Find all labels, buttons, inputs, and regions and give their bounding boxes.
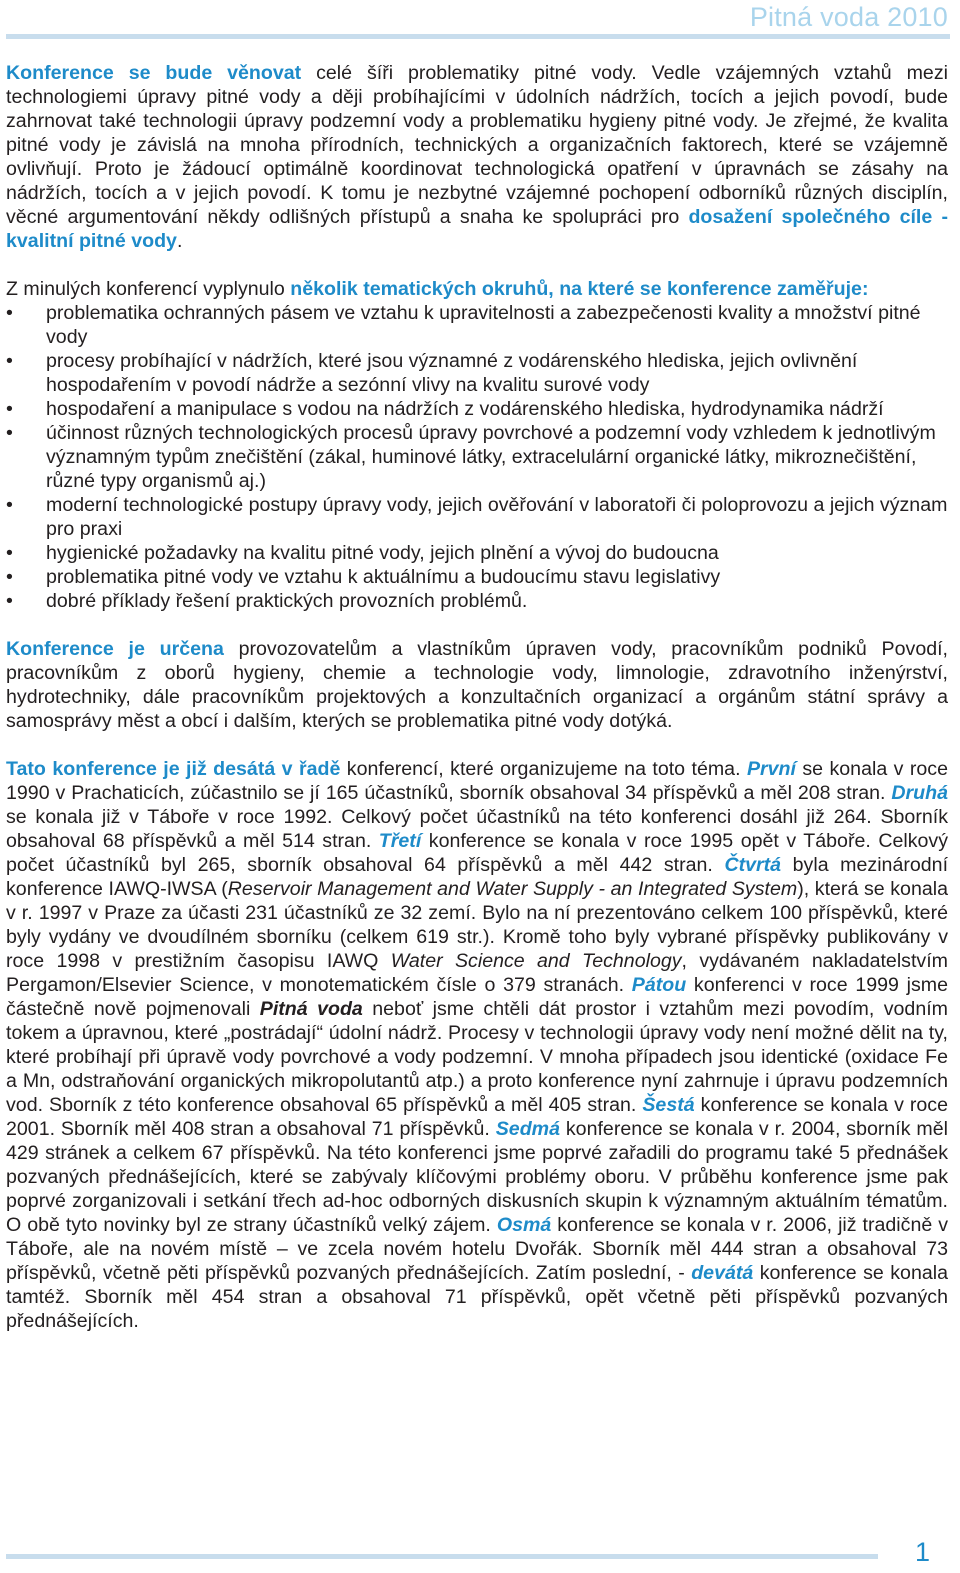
- intro-text: celé šíři problematiky pitné vody. Vedle vzájemných vztahů mezi technologiemi úpravy pitné vody a ději probíhajícími v údolních nádržích, tocích a jejich povodí, bude zahrnovat také technologii úpravy podzemní vody a problematiku hygieny pitné vody. Je zřejmé, že kvalita pitné vody je závislá na mnoha přírodních, technických a organizačních faktorech, které se vzájemně ovlivňují. Proto je žádoucí optimálně koordinovat technologická opatření v úpravnách se zásahy na nádržích, tocích a v jejich povodí. K tomu je nezbytné vzájemné pochopení odborníků různých disciplín, věcné argumentování někdy odlišných přístupů a snaha ke spolupráci pro: [6, 62, 948, 228]
- ordinal-fourth: Čtvrtá: [724, 854, 782, 876]
- audience-text: provozovatelům a vlastníkům úpraven vody, pracovníkům podniků Povodí, pracovníkům z oborů hygieny, chemie a technologie vody, limnologie, zdravotního inženýrství, hydrotechniky, dále pracovníkům projektových a konzultačních organizací a orgánům státní správy a samosprávy měst a obcí i dalším, kterých se problematika pitné vody dotýká.: [6, 638, 948, 732]
- ordinal-first: První: [746, 758, 796, 780]
- conference-name: Pitná voda: [259, 998, 363, 1020]
- list-item-text: hygienické požadavky na kvalitu pitné vody, jejich plnění a vývoj do budoucna: [46, 542, 719, 564]
- list-item: [6, 541, 948, 565]
- history-text: byla mezinárodní konference IAWQ-IWSA (: [6, 854, 949, 900]
- list-item-text: moderní technologické postupy úpravy vody, jejich ověřování v laboratoři či poloprovozu a jejich význam pro praxi: [46, 494, 948, 540]
- header-divider: [6, 34, 950, 39]
- page-content: [6, 61, 948, 1357]
- footer-divider: [6, 1554, 878, 1559]
- audience-paragraph: [6, 637, 948, 733]
- intro-highlight: Konference se bude věnovat: [6, 62, 302, 84]
- ordinal-ninth: devátá: [691, 1262, 754, 1284]
- list-item-text: procesy probíhající v nádržích, které jsou významné z vodárenského hlediska, jejich ovlivnění hospodařením v povodí nádrže a sezónní vlivy na kvalitu surové vody: [46, 350, 858, 396]
- history-text: konference se konala v roce 2001. Sborník měl 408 stran a obsahoval 71 příspěvků.: [6, 1094, 949, 1140]
- running-header-title: Pitná voda 2010: [749, 2, 948, 32]
- list-item: [6, 565, 948, 589]
- ordinal-eighth: Osmá: [496, 1214, 552, 1236]
- history-text: ), která se konala v r. 1997 v Praze za účasti 231 účastníků ze 32 zemí. Bylo na ní prezentováno celkem 100 příspěvků, které byly vydány ve dvoudílném sborníku (celkem 619 str.). Kromě toho byly vybrané příspěvky publikovány v roce 1998 v prestižním časopisu IAWQ: [6, 878, 948, 972]
- ordinal-seventh: Sedmá: [495, 1118, 560, 1140]
- bullet-icon: •: [6, 590, 13, 612]
- journal-title-italic: Water Science and Technology: [390, 950, 682, 972]
- history-paragraph: [6, 757, 948, 1333]
- history-text: konference se konala v r. 2004, sborník měl 429 stránek a celkem 67 příspěvků. Na této konferenci jsme poprvé zařadili do programu také 5 přednášek pozvaných přednášejících, které se zabývaly klíčovými problémy oboru. V průběhu konference jsme pak poprvé zorganizovali i setkání třech ad-hoc odborných diskusních skupin k významným aktuálním tématům. O obě tyto novinky byl ze strany účastníků velký zájem.: [6, 1118, 948, 1236]
- ordinal-fifth: Pátou: [631, 974, 687, 996]
- history-highlight: Tato konference je již desátá v řadě: [6, 758, 341, 780]
- bullet-icon: •: [6, 398, 13, 420]
- history-text: konference se konala tamtéž. Sborník měl 454 stran a obsahoval 71 příspěvků, opět včetně pěti příspěvků pozvaných přednášejících.: [6, 1262, 948, 1332]
- list-item: [6, 301, 948, 349]
- intro-goal-highlight: dosažení společného cíle - kvalitní pitné vody: [6, 206, 948, 252]
- history-text: neboť jsme chtěli dát prostor i vztahům mezi povodím, vodním tokem a úpravnou, které „postrádají“ údolní nádrž. Procesy v technologii úpravy vody není možné dělit na ty, které probíhají při úpravě vody povrchové a vody podzemní. V mnoha případech jsou identické (oxidace Fe a Mn, odstraňování organických mikropolutantů atp.) a proto konference nyní zahrnuje i úpravu podzemních vod. Sborník z této konference obsahoval 65 příspěvků a měl 405 stran.: [6, 998, 948, 1116]
- list-item-text: problematika pitné vody ve vztahu k aktuálnímu a budoucímu stavu legislativy: [46, 566, 721, 588]
- intro-paragraph: [6, 61, 948, 253]
- list-item-text: účinnost různých technologických procesů úpravy povrchové a podzemní vody vzhledem k jednotlivým významným typům znečištění (zákal, huminové látky, extracelulární organické látky, mikroznečištění, různé typy organismů aj.): [46, 422, 936, 492]
- list-item-text: problematika ochranných pásem ve vztahu k upravitelnosti a zabezpečenosti kvality a množství pitné vody: [46, 302, 921, 348]
- bullet-icon: •: [6, 422, 13, 444]
- list-item: [6, 349, 948, 397]
- page-number: 1: [914, 1537, 930, 1567]
- audience-highlight: Konference je určena: [6, 638, 224, 660]
- list-item: [6, 421, 948, 493]
- bullet-icon: •: [6, 566, 13, 588]
- list-item-text: hospodaření a manipulace s vodou na nádržích z vodárenského hlediska, hydrodynamika nádrží: [46, 398, 884, 420]
- ordinal-second: Druhá: [891, 782, 948, 804]
- bullet-icon: •: [6, 542, 13, 564]
- history-text: se konala již v Táboře v roce 1992. Celkový počet účastníků na této konferenci dosáhl již 264. Sborník obsahoval 68 příspěvků a měl 514 stran.: [6, 806, 948, 852]
- list-item: [6, 493, 948, 541]
- topics-list: [6, 301, 948, 613]
- bullet-icon: •: [6, 494, 13, 516]
- list-item-text: dobré příklady řešení praktických provozních problémů.: [46, 590, 528, 612]
- intro-end: .: [176, 230, 183, 252]
- ordinal-third: Třetí: [378, 830, 422, 852]
- topics-lead-highlight: několik tematických okruhů, na které se konference zaměřuje:: [290, 278, 869, 300]
- list-item: [6, 589, 948, 613]
- history-text: konferencí, které organizujeme na toto téma.: [340, 758, 747, 780]
- ordinal-sixth: Šestá: [642, 1094, 695, 1116]
- history-text: konferenci v roce 1999 jsme částečně nově pojmenovali: [6, 974, 948, 1020]
- topics-lead-paragraph: [6, 277, 948, 301]
- history-text: konference se konala v roce 1995 opět v Táboře. Celkový počet účastníků byl 265, sborník obsahoval 64 příspěvků a měl 442 stran.: [6, 830, 949, 876]
- bullet-icon: •: [6, 302, 13, 324]
- topics-lead: Z minulých konferencí vyplynulo: [6, 278, 291, 300]
- history-text: konference se konala v r. 2006, již tradičně v Táboře, ale na novém místě – ve zcela novém hotelu Dvořák. Sborník měl 444 stran a obsahoval 73 příspěvků, včetně pěti příspěvků pozvaných přednášejících. Zatím poslední, -: [6, 1214, 948, 1284]
- bullet-icon: •: [6, 350, 13, 372]
- list-item: [6, 397, 948, 421]
- conference-title-italic: Reservoir Management and Water Supply - an Integrated System: [227, 878, 798, 900]
- history-text: , vydávaném nakladatelstvím Pergamon/Elsevier Science, v monotematickém čísle o 379 stranách.: [6, 950, 948, 996]
- history-text: se konala v roce 1990 v Prachaticích, zúčastnilo se jí 165 účastníků, sborník obsahoval 34 příspěvků a měl 208 stran.: [6, 758, 948, 804]
